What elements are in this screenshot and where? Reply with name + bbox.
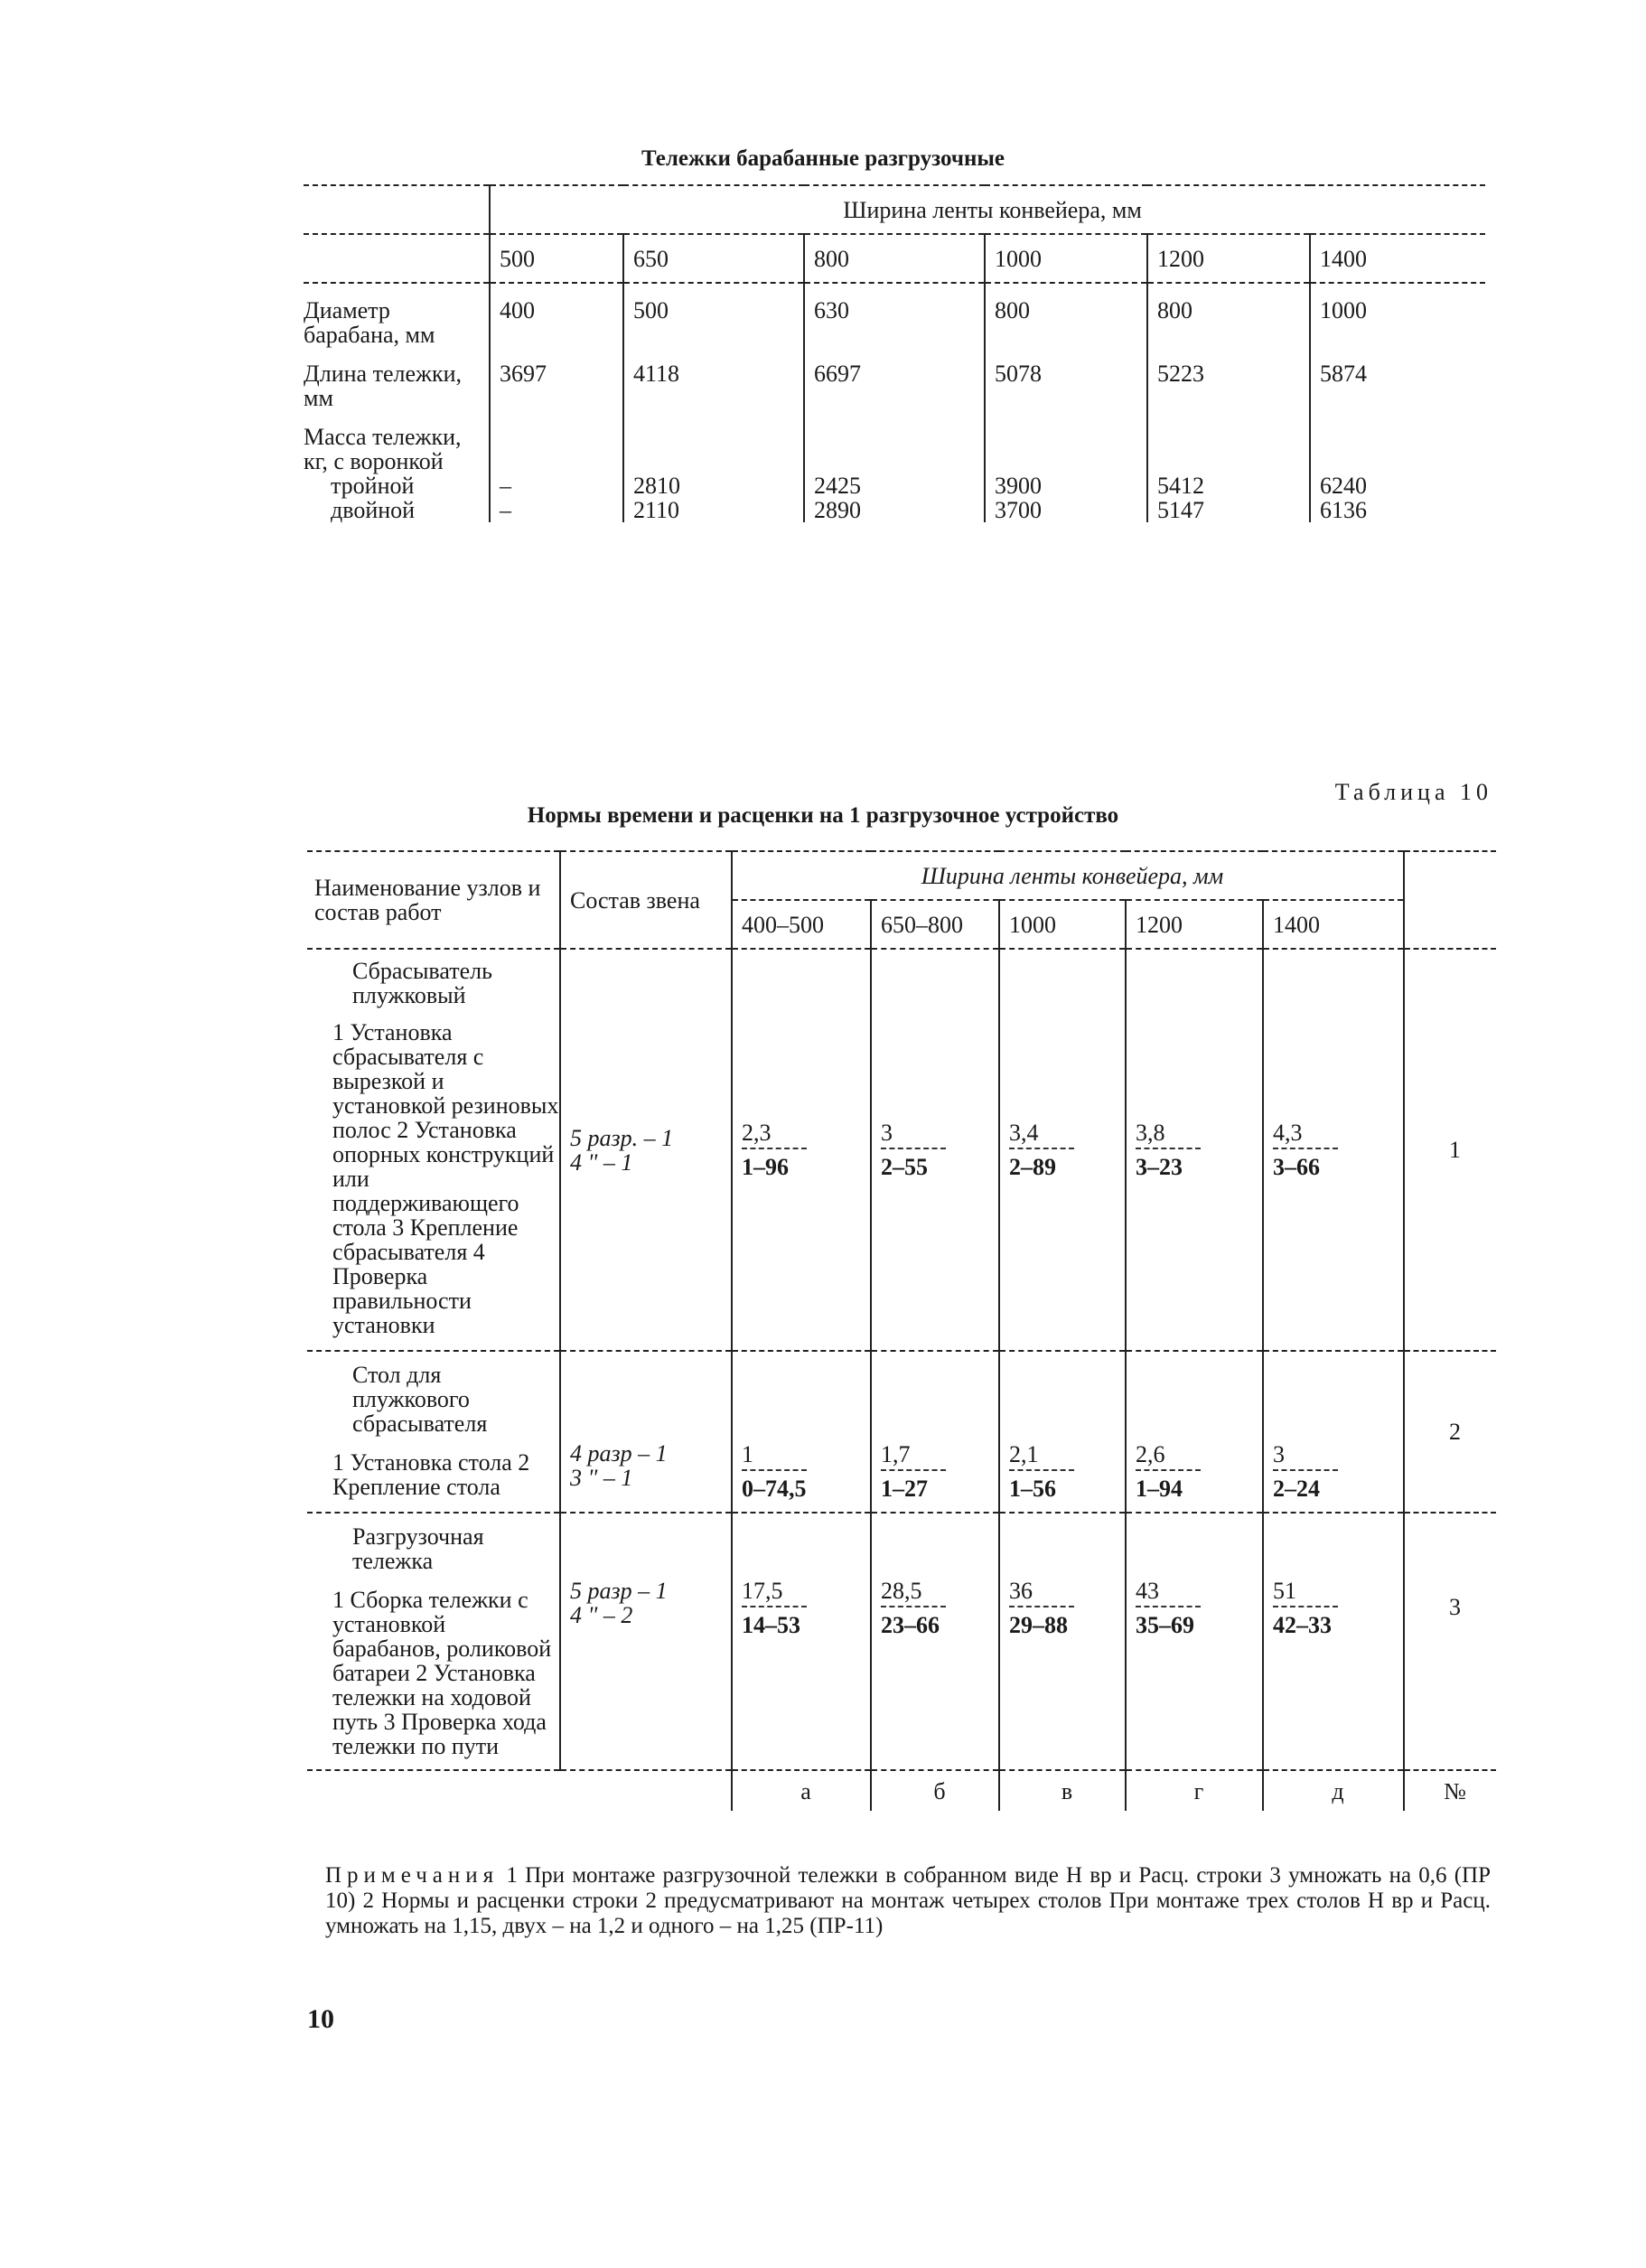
norm-value: 36 <box>1009 1578 1033 1604</box>
price-value: 2–55 <box>881 1154 928 1180</box>
norm-value: 2,6 <box>1136 1441 1165 1467</box>
t1-cell: 5223 <box>1147 347 1310 410</box>
t1-cell: 5078 <box>985 347 1147 410</box>
t1-width-1400: 1400 <box>1310 234 1485 283</box>
t2-width-650-800: 650–800 <box>871 900 999 949</box>
norm-value: 2,3 <box>742 1120 772 1146</box>
t1-cell: 3697 <box>490 347 623 410</box>
t1-label: Масса тележки, кг, с воронкой <box>304 424 462 474</box>
col-letter: б <box>871 1770 999 1811</box>
norm-value: 3 <box>1273 1441 1285 1467</box>
work-description: 1 Сборка тележки с установкой барабанов, роликовой батареи 2 Установка тележки на ходовой путь 3 Проверка хода тележки по пути <box>332 1587 552 1759</box>
price-value: 2–24 <box>1273 1476 1320 1502</box>
price-value: 1–94 <box>1136 1476 1183 1502</box>
price-value: 3–23 <box>1136 1154 1183 1180</box>
price-value: 2–89 <box>1009 1154 1056 1180</box>
t1-row-diameter <box>304 283 1485 347</box>
t1-label: двойной <box>331 497 416 523</box>
t1-cell: 6136 <box>1310 498 1485 522</box>
t1-cell: 5412 <box>1147 473 1310 498</box>
norm-value: 28,5 <box>881 1578 922 1604</box>
price-value: 0–74,5 <box>742 1476 807 1502</box>
norm-value: 51 <box>1273 1578 1296 1604</box>
price-value: 35–69 <box>1136 1612 1194 1638</box>
table-number-label: Таблица 10 <box>1334 779 1492 805</box>
t1-cell: 400 <box>490 283 623 347</box>
norm-value: 3 <box>881 1120 893 1146</box>
price-value: 1–27 <box>881 1476 928 1502</box>
t2-width-1200: 1200 <box>1126 900 1263 949</box>
table-notes <box>325 1863 1491 1939</box>
crew-line: 4 " – 2 <box>570 1602 633 1628</box>
price-value: 23–66 <box>881 1612 940 1638</box>
table2-title: Нормы времени и расценки на 1 разгрузочное устройство <box>527 803 1119 828</box>
t1-label: Диаметр барабана, мм <box>304 297 435 348</box>
t1-cell: 1000 <box>1310 283 1485 347</box>
col-letter: в <box>999 1770 1126 1811</box>
norm-value: 17,5 <box>742 1578 783 1604</box>
price-value: 29–88 <box>1009 1612 1068 1638</box>
t2-width-1400: 1400 <box>1263 900 1404 949</box>
crew-line: 4 разр – 1 <box>570 1440 668 1467</box>
table-row <box>307 949 1496 1351</box>
t1-cell: 5147 <box>1147 498 1310 522</box>
norm-value: 4,3 <box>1273 1120 1303 1146</box>
t1-cell: 3700 <box>985 498 1147 522</box>
row-number: 1 <box>1404 949 1496 1351</box>
t1-cell: 800 <box>985 283 1147 347</box>
norm-value: 1,7 <box>881 1441 911 1467</box>
col-header-name: Наименование узлов и состав работ <box>307 851 560 949</box>
col-letter: д <box>1263 1770 1404 1811</box>
t1-cell: – <box>490 498 623 522</box>
t1-label: Длина тележки, мм <box>304 361 463 411</box>
price-value: 14–53 <box>742 1612 800 1638</box>
col-header-crew: Состав звена <box>560 851 732 949</box>
t1-width-1200: 1200 <box>1147 234 1310 283</box>
t1-cell: 2425 <box>804 473 985 498</box>
t1-cell: – <box>490 473 623 498</box>
t2-width-1000: 1000 <box>999 900 1126 949</box>
price-value: 1–56 <box>1009 1476 1056 1502</box>
t1-width-800: 800 <box>804 234 985 283</box>
notes-heading: Примечания <box>325 1863 500 1888</box>
norm-value: 2,1 <box>1009 1441 1039 1467</box>
t1-cell: 2890 <box>804 498 985 522</box>
col-letter: г <box>1126 1770 1263 1811</box>
col-number-symbol: № <box>1404 1770 1496 1811</box>
price-value: 1–96 <box>742 1154 789 1180</box>
price-value: 3–66 <box>1273 1154 1320 1180</box>
crew-line: 5 разр. – 1 <box>570 1124 674 1151</box>
t1-cell: 2110 <box>623 498 804 522</box>
t1-cell: 630 <box>804 283 985 347</box>
norm-value: 3,8 <box>1136 1120 1165 1146</box>
t1-row-double <box>304 498 1485 522</box>
col-letter: а <box>732 1770 871 1811</box>
t2-group-header: Ширина ленты конвейера, мм <box>732 851 1404 900</box>
time-norms-table <box>307 850 1496 1811</box>
t1-cell: 6697 <box>804 347 985 410</box>
row-number: 2 <box>1404 1351 1496 1513</box>
t1-cell: 500 <box>623 283 804 347</box>
t1-cell: 3900 <box>985 473 1147 498</box>
section-title: Сбрасыватель плужковый <box>352 958 492 1008</box>
norm-value: 3,4 <box>1009 1120 1039 1146</box>
crew-line: 5 разр – 1 <box>570 1578 668 1604</box>
crew-line: 3 " – 1 <box>570 1465 633 1491</box>
row-number: 3 <box>1404 1513 1496 1770</box>
t1-width-500: 500 <box>490 234 623 283</box>
norm-value: 43 <box>1136 1578 1159 1604</box>
t1-group-header: Ширина ленты конвейера, мм <box>490 185 1485 234</box>
section-title: Стол для плужкового сбрасывателя <box>352 1362 488 1437</box>
table-row <box>307 1351 1496 1513</box>
t2-width-400-500: 400–500 <box>732 900 871 949</box>
norm-value: 1 <box>742 1441 753 1467</box>
t1-width-1000: 1000 <box>985 234 1147 283</box>
t1-cell: 2810 <box>623 473 804 498</box>
work-description: 1 Установка стола 2 Крепление стола <box>332 1449 530 1500</box>
t1-cell: 6240 <box>1310 473 1485 498</box>
t1-cell: 5874 <box>1310 347 1485 410</box>
t1-cell: 4118 <box>623 347 804 410</box>
column-letters-row <box>307 1770 1496 1811</box>
crew-line: 4 " – 1 <box>570 1148 633 1176</box>
t1-cell: 800 <box>1147 283 1310 347</box>
drum-trolley-table <box>304 184 1485 522</box>
table1-title: Тележки барабанные разгрузочные <box>641 146 1005 171</box>
t1-width-650: 650 <box>623 234 804 283</box>
table-row <box>307 1513 1496 1770</box>
t1-row-triple <box>304 473 1485 498</box>
t1-row-length <box>304 347 1485 410</box>
price-value: 42–33 <box>1273 1612 1332 1638</box>
t1-row-mass-header <box>304 410 1485 473</box>
t1-label: тройной <box>331 473 415 499</box>
page-number: 10 <box>307 2004 334 2034</box>
notes-text: 1 При монтаже разгрузочной тележки в собранном виде Н вр и Расц. строки 3 умножать на 0,6 (ПР 10) 2 Нормы и расценки строки 2 предусматривают на монтаж четырех столов При монтаже трех столов Н вр и Расц. умножать на 1,15, двух – на 1,2 и одного – на 1,25 (ПР-11) <box>325 1863 1492 1938</box>
section-title: Разгрузочная тележка <box>352 1523 484 1574</box>
work-description: 1 Установка сбрасывателя с вырезкой и установкой резиновых полос 2 Установка опорных конструкций или поддерживающего стола 3 Крепление сбрасывателя 4 Проверка правильности установки <box>332 1019 559 1338</box>
